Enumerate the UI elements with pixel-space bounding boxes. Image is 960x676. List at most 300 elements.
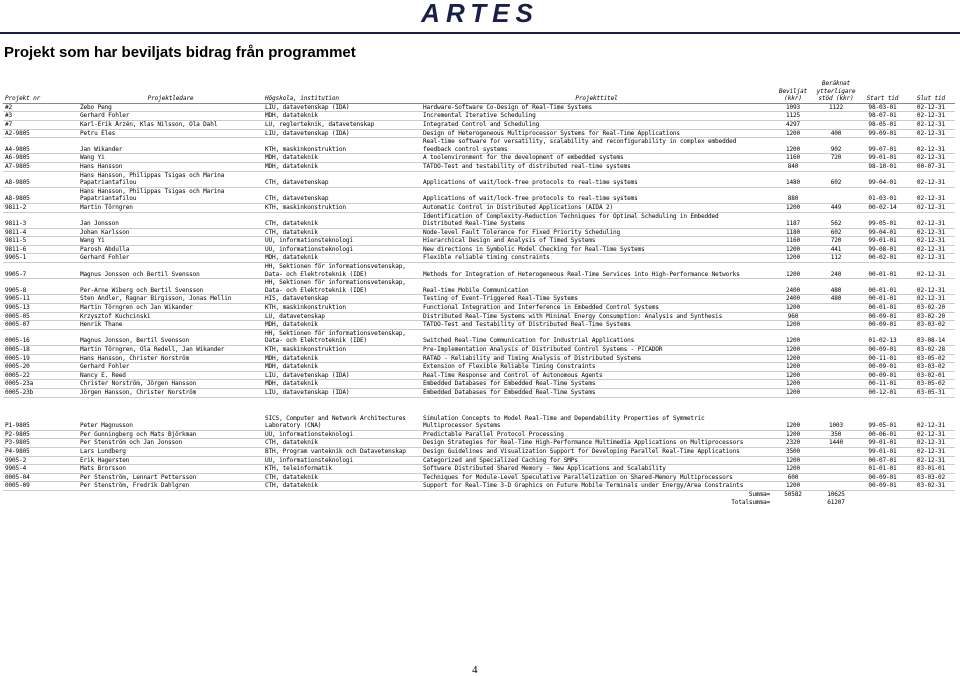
table-cell: Gerhard Fohler: [78, 112, 263, 121]
table-cell: 600: [772, 473, 814, 482]
table-cell: 99-05-01: [858, 415, 907, 431]
table-cell: 3500: [772, 447, 814, 456]
page-number: 4: [472, 664, 478, 676]
table-cell: Magnus Jonsson och Bertil Svensson: [78, 263, 263, 279]
table-cell: Zebo Peng: [78, 103, 263, 112]
table-cell: Incremental Iterative Scheduling: [421, 112, 772, 121]
table-cell: [814, 312, 858, 321]
table-cell: 112: [814, 254, 858, 263]
table-cell: 1200: [772, 263, 814, 279]
table-row: [3, 279, 955, 295]
table-row: [3, 212, 955, 228]
table-cell: CTH, datateknik: [263, 482, 421, 491]
table-row: [3, 312, 955, 321]
table-cell: 2320: [772, 439, 814, 448]
table-row: [3, 237, 955, 246]
table-cell: [814, 354, 858, 363]
table-cell: 99-01-01: [858, 237, 907, 246]
table-cell: 00-07-01: [858, 456, 907, 465]
table-cell: MDH, datateknik: [263, 154, 421, 163]
table-cell: LU, reglerteknik, datavetenskap: [263, 120, 421, 129]
table-cell: 99-08-01: [858, 245, 907, 254]
table-cell: 03-02-20: [907, 304, 955, 313]
header-cell: Projekt nr: [3, 80, 78, 103]
table-cell: SICS, Computer and Network Architectures Laboratory (CNA): [263, 415, 421, 431]
table-row: [3, 482, 955, 491]
table-row: [3, 171, 955, 187]
table-cell: Integrated Control and Scheduling: [421, 120, 772, 129]
table-cell: Distributed Real-Time Systems with Minimal Energy Consumption: Analysis and Synthesis: [421, 312, 772, 321]
table-cell: 02-12-31: [907, 430, 955, 439]
table-cell: 602: [814, 171, 858, 187]
table-cell: [814, 346, 858, 355]
table-row: [3, 346, 955, 355]
table-cell: 03-05-02: [907, 354, 955, 363]
table-row: [3, 439, 955, 448]
table-cell: 98-07-01: [858, 112, 907, 121]
table-cell: KTH, maskinkonstruktion: [263, 138, 421, 154]
table-cell: Hierarchical Design and Analysis of Timed Systems: [421, 237, 772, 246]
table-cell: #3: [3, 112, 78, 121]
table-cell: Categorized and Specialized Caching for SMPs: [421, 456, 772, 465]
table-cell: Petru Eles: [78, 129, 263, 138]
table-cell: 02-12-31: [907, 237, 955, 246]
table-cell: Design Guidelines and Visualization Support for Developing Parallel Real-Time Applications: [421, 447, 772, 456]
table-cell: HH, Sektionen för informationsvetenskap, Data- och Elektroteknik (IDE): [263, 279, 421, 295]
table-gap: [3, 397, 955, 415]
table-cell: P3-9805: [3, 439, 78, 448]
page-title: Projekt som har beviljats bidrag från programmet: [4, 44, 356, 61]
table-cell: Jan Jonsson: [78, 212, 263, 228]
table-cell: 00-09-01: [858, 312, 907, 321]
table-row: [3, 138, 955, 154]
header-cell: Projekttitel: [421, 80, 772, 103]
table-cell: MDH, datateknik: [263, 254, 421, 263]
table-cell: 03-01-01: [907, 465, 955, 474]
table-cell: LIU, datavetenskap (IDA): [263, 103, 421, 112]
table-cell: 1200: [772, 346, 814, 355]
table-cell: 1480: [772, 171, 814, 187]
table-cell: 03-02-01: [907, 371, 955, 380]
table-row: [3, 245, 955, 254]
table-cell: 0005-19: [3, 354, 78, 363]
table-cell: Simulation Concepts to Model Real-Time and Dependability Properties of Symmetric Multiprocessor Systems: [421, 415, 772, 431]
table-cell: 00-11-01: [858, 380, 907, 389]
table-cell: BTH, Program vanteknik och Datavetenskap: [263, 447, 421, 456]
table-cell: KTH, maskinkonstruktion: [263, 346, 421, 355]
table-cell: Extension of Flexible Reliable Timing Constraints: [421, 363, 772, 372]
table-cell: 9811-3: [3, 212, 78, 228]
table-cell: 9905-1: [3, 254, 78, 263]
table-cell: LIU, datavetenskap (IDA): [263, 388, 421, 397]
table-cell: 9905-8: [3, 279, 78, 295]
table-cell: 99-01-01: [858, 154, 907, 163]
table-cell: 02-12-31: [907, 447, 955, 456]
table-cell: 99-05-01: [858, 212, 907, 228]
table-cell: 99-09-01: [858, 129, 907, 138]
table-cell: MDH, datateknik: [263, 363, 421, 372]
table-cell: 02-12-31: [907, 171, 955, 187]
header-cell: Beräknat ytterligare stöd (kkr): [814, 80, 858, 103]
table-row: [3, 363, 955, 372]
header-rule: [0, 32, 960, 34]
table-cell: Embedded Databases for Embedded Real-Time Systems: [421, 388, 772, 397]
table-cell: RATAD - Reliability and Timing Analysis of Distributed Systems: [421, 354, 772, 363]
table-cell: 99-04-01: [858, 228, 907, 237]
table-cell: Testing of Event-Triggered Real-Time Systems: [421, 295, 772, 304]
table-cell: 02-12-31: [907, 120, 955, 129]
table-row: [3, 354, 955, 363]
table-row: [3, 371, 955, 380]
table-cell: 9905-7: [3, 263, 78, 279]
table-cell: Lars Lundberg: [78, 447, 263, 456]
table-cell: MDH, datateknik: [263, 380, 421, 389]
table-cell: Sten Andler, Ragnar Birgisson, Jonas Mellin: [78, 295, 263, 304]
table-cell: 441: [814, 245, 858, 254]
table-row: [3, 254, 955, 263]
table-cell: [814, 482, 858, 491]
table-cell: 2400: [772, 295, 814, 304]
table-cell: 0005-16: [3, 329, 78, 345]
table-cell: 98-05-01: [858, 120, 907, 129]
table-cell: 1200: [772, 388, 814, 397]
table-row: [3, 304, 955, 313]
table-row: [3, 329, 955, 345]
table-cell: Techniques for Module-Level Speculative Parallelization on Shared-Memory Multiprocessors: [421, 473, 772, 482]
table-cell: P2-9805: [3, 430, 78, 439]
table-cell: Peter Magnusson: [78, 415, 263, 431]
table-body-realtime: [3, 103, 955, 397]
table-cell: 1200: [772, 321, 814, 330]
header-cell: Slut tid: [907, 80, 955, 103]
table-cell: 02-12-31: [907, 212, 955, 228]
table-cell: 0005-22: [3, 371, 78, 380]
table-cell: 960: [772, 312, 814, 321]
table-cell: Karl-Erik Årzén, Klas Nilsson, Ola Dahl: [78, 120, 263, 129]
totalsumma-value: 61207: [827, 498, 845, 506]
table-cell: CTH, datavetenskap: [263, 171, 421, 187]
table-cell: Parosh Abdulla: [78, 245, 263, 254]
table-row: [3, 228, 955, 237]
table-cell: MDH, datateknik: [263, 112, 421, 121]
table-cell: Hardware-Software Co-Design of Real-Time Systems: [421, 103, 772, 112]
table-cell: Martin Törngren, Ola Redell, Jan Wikander: [78, 346, 263, 355]
table-cell: 602: [814, 228, 858, 237]
table-cell: 00-01-01: [858, 304, 907, 313]
table-row: [3, 456, 955, 465]
table-cell: 00-09-01: [858, 371, 907, 380]
table-cell: 99-04-01: [858, 171, 907, 187]
table-cell: 00-12-01: [858, 388, 907, 397]
table-cell: 0005-20: [3, 363, 78, 372]
table-cell: 4297: [772, 120, 814, 129]
projects-table: [3, 80, 955, 506]
table-cell: 1200: [772, 203, 814, 212]
table-cell: 480: [814, 295, 858, 304]
table-cell: Jörgen Hansson, Christer Norström: [78, 388, 263, 397]
table-cell: TATOO-Test and Testability of Distributed Real-Time Systems: [421, 321, 772, 330]
table-cell: Design of Heterogeneous Multiprocessor Systems for Real-Time Applications: [421, 129, 772, 138]
table-cell: 1200: [772, 304, 814, 313]
table-cell: Methods for Integration of Heterogeneous Real-Time Services into High-Performance Networks: [421, 263, 772, 279]
table-cell: A4-9805: [3, 138, 78, 154]
table-cell: Automatic Control in Distributed Applications (AIDA 2): [421, 203, 772, 212]
table-row: [3, 112, 955, 121]
table-cell: CTH, datateknik: [263, 212, 421, 228]
table-cell: Johan Karlsson: [78, 228, 263, 237]
table-cell: 1003: [814, 415, 858, 431]
table-cell: 2400: [772, 279, 814, 295]
table-row: [3, 473, 955, 482]
table-cell: 02-12-31: [907, 129, 955, 138]
table-cell: 03-03-02: [907, 321, 955, 330]
table-row: [3, 162, 955, 171]
table-cell: 01-01-01: [858, 465, 907, 474]
table-cell: 02-12-31: [907, 263, 955, 279]
table-cell: 480: [814, 279, 858, 295]
table-cell: 99-07-01: [858, 138, 907, 154]
table-cell: 1200: [772, 138, 814, 154]
table-cell: Applications of wait/lock-free protocols to real-time systems: [421, 187, 772, 203]
table-cell: Switched Real-Time Communication for Industrial Applications: [421, 329, 772, 345]
table-cell: LIU, datavetenskap (IDA): [263, 129, 421, 138]
table-cell: [814, 321, 858, 330]
table-cell: 902: [814, 138, 858, 154]
table-cell: 400: [814, 129, 858, 138]
table-cell: 9811-2: [3, 203, 78, 212]
table-cell: 02-12-31: [907, 415, 955, 431]
table-cell: 1200: [772, 329, 814, 345]
table-cell: 99-01-01: [858, 439, 907, 448]
table-cell: 9811-5: [3, 237, 78, 246]
table-header-row: [3, 80, 955, 103]
table-cell: [814, 447, 858, 456]
table-cell: 03-02-28: [907, 346, 955, 355]
table-cell: Martin Törngren: [78, 203, 263, 212]
table-cell: MDH, datateknik: [263, 354, 421, 363]
table-cell: Hans Hansson, Philippas Tsigas och Marina Papatriantafilou: [78, 171, 263, 187]
table-cell: 1160: [772, 237, 814, 246]
header-cell: Högskola, institution: [263, 80, 421, 103]
table-cell: [814, 112, 858, 121]
table-row: [3, 295, 955, 304]
table-cell: Design Strategies for Real-Time High-Performance Multimedia Applications on Multiprocessors: [421, 439, 772, 448]
header-cell: Projektledare: [78, 80, 263, 103]
table-row: [3, 321, 955, 330]
table-cell: HH, Sektionen för informationsvetenskap, Data- och Elektroteknik (IDE): [263, 263, 421, 279]
table-cell: [814, 456, 858, 465]
table-cell: 1200: [772, 129, 814, 138]
table-cell: Hans Hansson, Christer Norström: [78, 354, 263, 363]
table-cell: Real-time Mobile Communication: [421, 279, 772, 295]
table-cell: 1200: [772, 354, 814, 363]
table-cell: 1200: [772, 380, 814, 389]
table-cell: 840: [772, 162, 814, 171]
table-cell: 03-03-02: [907, 473, 955, 482]
table-cell: 00-09-01: [858, 482, 907, 491]
table-cell: #2: [3, 103, 78, 112]
table-cell: 9811-6: [3, 245, 78, 254]
table-cell: Mats Brorsson: [78, 465, 263, 474]
table-cell: MDH, datateknik: [263, 162, 421, 171]
table-cell: 880: [772, 187, 814, 203]
table-cell: LIU, datavetenskap (IDA): [263, 371, 421, 380]
table-cell: 9905-2: [3, 456, 78, 465]
table-cell: HH, Sektionen för informationsvetenskap, Data- och Elektroteknik (IDE): [263, 329, 421, 345]
table-cell: Per-Arne Wiberg och Bertil Svensson: [78, 279, 263, 295]
table-cell: 1122: [814, 103, 858, 112]
table-cell: Christer Norström, Jörgen Hansson: [78, 380, 263, 389]
table-cell: P4-9805: [3, 447, 78, 456]
table-cell: 1200: [772, 254, 814, 263]
table-cell: 1125: [772, 112, 814, 121]
table-cell: Nancy E. Reed: [78, 371, 263, 380]
table-cell: 98-10-01: [858, 162, 907, 171]
table-cell: Wang Yi: [78, 154, 263, 163]
totalsumma-label: Totalsumma=: [731, 498, 770, 506]
table-cell: 03-08-14: [907, 329, 955, 345]
table-cell: Identification of Complexity-Reduction Techniques for Optimal Scheduling in Embedded Distributed Real-Time Systems: [421, 212, 772, 228]
table-cell: 0005-09: [3, 482, 78, 491]
table-cell: 99-01-01: [858, 447, 907, 456]
table-cell: 03-03-02: [907, 363, 955, 372]
table-cell: CTH, datateknik: [263, 473, 421, 482]
table-cell: 1180: [772, 228, 814, 237]
table-cell: HIS, datavetenskap: [263, 295, 421, 304]
table-cell: Henrik Thane: [78, 321, 263, 330]
table-cell: Wang Yi: [78, 237, 263, 246]
table-row: [3, 447, 955, 456]
table-cell: [814, 388, 858, 397]
table-cell: 02-12-31: [907, 279, 955, 295]
table-cell: 1440: [814, 439, 858, 448]
sum-row: [3, 490, 955, 498]
table-row: [3, 465, 955, 474]
table-cell: Per Stenström och Jan Jonsson: [78, 439, 263, 448]
table-cell: 00-09-01: [858, 363, 907, 372]
table-cell: 02-12-31: [907, 112, 955, 121]
table-cell: P1-9805: [3, 415, 78, 431]
table-cell: [814, 380, 858, 389]
table-cell: Applications of wait/lock-free protocols to real-time systems: [421, 171, 772, 187]
table-row: [3, 263, 955, 279]
header-cell: Start tid: [858, 80, 907, 103]
table-row: [3, 388, 955, 397]
table-cell: 02-12-31: [907, 103, 955, 112]
table-cell: UU, informationsteknologi: [263, 456, 421, 465]
table-cell: Gerhard Fohler: [78, 254, 263, 263]
table-cell: [814, 363, 858, 372]
summa-extra: 10625: [827, 490, 845, 498]
table-cell: [814, 304, 858, 313]
table-cell: 1200: [772, 245, 814, 254]
table-cell: 02-12-31: [907, 203, 955, 212]
table-cell: 02-12-31: [907, 295, 955, 304]
table-cell: 1187: [772, 212, 814, 228]
table-body-parallel: [3, 415, 955, 491]
table-row: [3, 154, 955, 163]
table-cell: 562: [814, 212, 858, 228]
table-cell: Functional Integration and Interference in Embedded Control Systems: [421, 304, 772, 313]
table-cell: A6-9805: [3, 154, 78, 163]
table-cell: 00-01-01: [858, 279, 907, 295]
table-cell: Embedded Databases for Embedded Real-Time Systems: [421, 380, 772, 389]
table-cell: [814, 329, 858, 345]
table-cell: 1200: [772, 371, 814, 380]
table-cell: #7: [3, 120, 78, 129]
table-cell: LU, datavetenskap: [263, 312, 421, 321]
table-cell: 449: [814, 203, 858, 212]
table-cell: KTH, teleinformatik: [263, 465, 421, 474]
table-cell: 00-07-31: [907, 162, 955, 171]
table-cell: Support for Real-Time 3-D Graphics on Future Mobile Terminals under Energy/Area Constraints: [421, 482, 772, 491]
table-cell: 02-12-31: [907, 245, 955, 254]
table-cell: UU, informationsteknologi: [263, 237, 421, 246]
table-cell: Magnus Jonsson, Bertil Svensson: [78, 329, 263, 345]
table-cell: KTH, maskinkonstruktion: [263, 203, 421, 212]
table-cell: 00-06-01: [858, 430, 907, 439]
table-cell: KTH, maskinkonstruktion: [263, 304, 421, 313]
table-cell: Hans Hansson: [78, 162, 263, 171]
table-cell: 1200: [772, 482, 814, 491]
table-cell: [814, 473, 858, 482]
table-cell: 1200: [772, 465, 814, 474]
table-row: [3, 380, 955, 389]
table-cell: CTH, datavetenskap: [263, 187, 421, 203]
svg-text:ARTES: ARTES: [421, 2, 539, 24]
table-cell: 00-09-01: [858, 321, 907, 330]
table-row: [3, 203, 955, 212]
table-cell: 02-12-31: [907, 254, 955, 263]
table-cell: CTH, datateknik: [263, 228, 421, 237]
table-cell: [814, 465, 858, 474]
table-cell: 00-09-01: [858, 346, 907, 355]
table-cell: A8-9805: [3, 171, 78, 187]
table-cell: Jan Wikander: [78, 138, 263, 154]
total-row: [3, 499, 955, 507]
table-row: [3, 187, 955, 203]
table-cell: 00-02-14: [858, 203, 907, 212]
header-cell: Beviljat (kkr): [772, 80, 814, 103]
table-cell: 98-03-01: [858, 103, 907, 112]
table-cell: 02-12-31: [907, 456, 955, 465]
table-cell: UU, informationsteknologi: [263, 430, 421, 439]
table-cell: 9811-4: [3, 228, 78, 237]
table-cell: [814, 120, 858, 129]
table-cell: MDH, datateknik: [263, 321, 421, 330]
table-cell: Real-Time Response and Control of Autonomous Agents: [421, 371, 772, 380]
table-cell: [814, 371, 858, 380]
table-cell: 02-12-31: [907, 228, 955, 237]
table-cell: 00-01-01: [858, 295, 907, 304]
table-cell: 720: [814, 237, 858, 246]
table-cell: 720: [814, 154, 858, 163]
table-cell: 1200: [772, 363, 814, 372]
table-cell: 9905-4: [3, 465, 78, 474]
table-cell: 02-12-31: [907, 138, 955, 154]
table-row: [3, 129, 955, 138]
table-cell: Software Distributed Shared Memory - New Applications and Scalability: [421, 465, 772, 474]
table-cell: 0005-18: [3, 346, 78, 355]
table-cell: Per Stenström, Lennart Pettersson: [78, 473, 263, 482]
table-cell: 00-01-01: [858, 263, 907, 279]
table-cell: 0005-07: [3, 321, 78, 330]
table-cell: A2-9805: [3, 129, 78, 138]
table-cell: Gerhard Fohler: [78, 363, 263, 372]
table-cell: 0005-05: [3, 312, 78, 321]
table-cell: 01-03-01: [858, 187, 907, 203]
table-cell: 00-11-01: [858, 354, 907, 363]
